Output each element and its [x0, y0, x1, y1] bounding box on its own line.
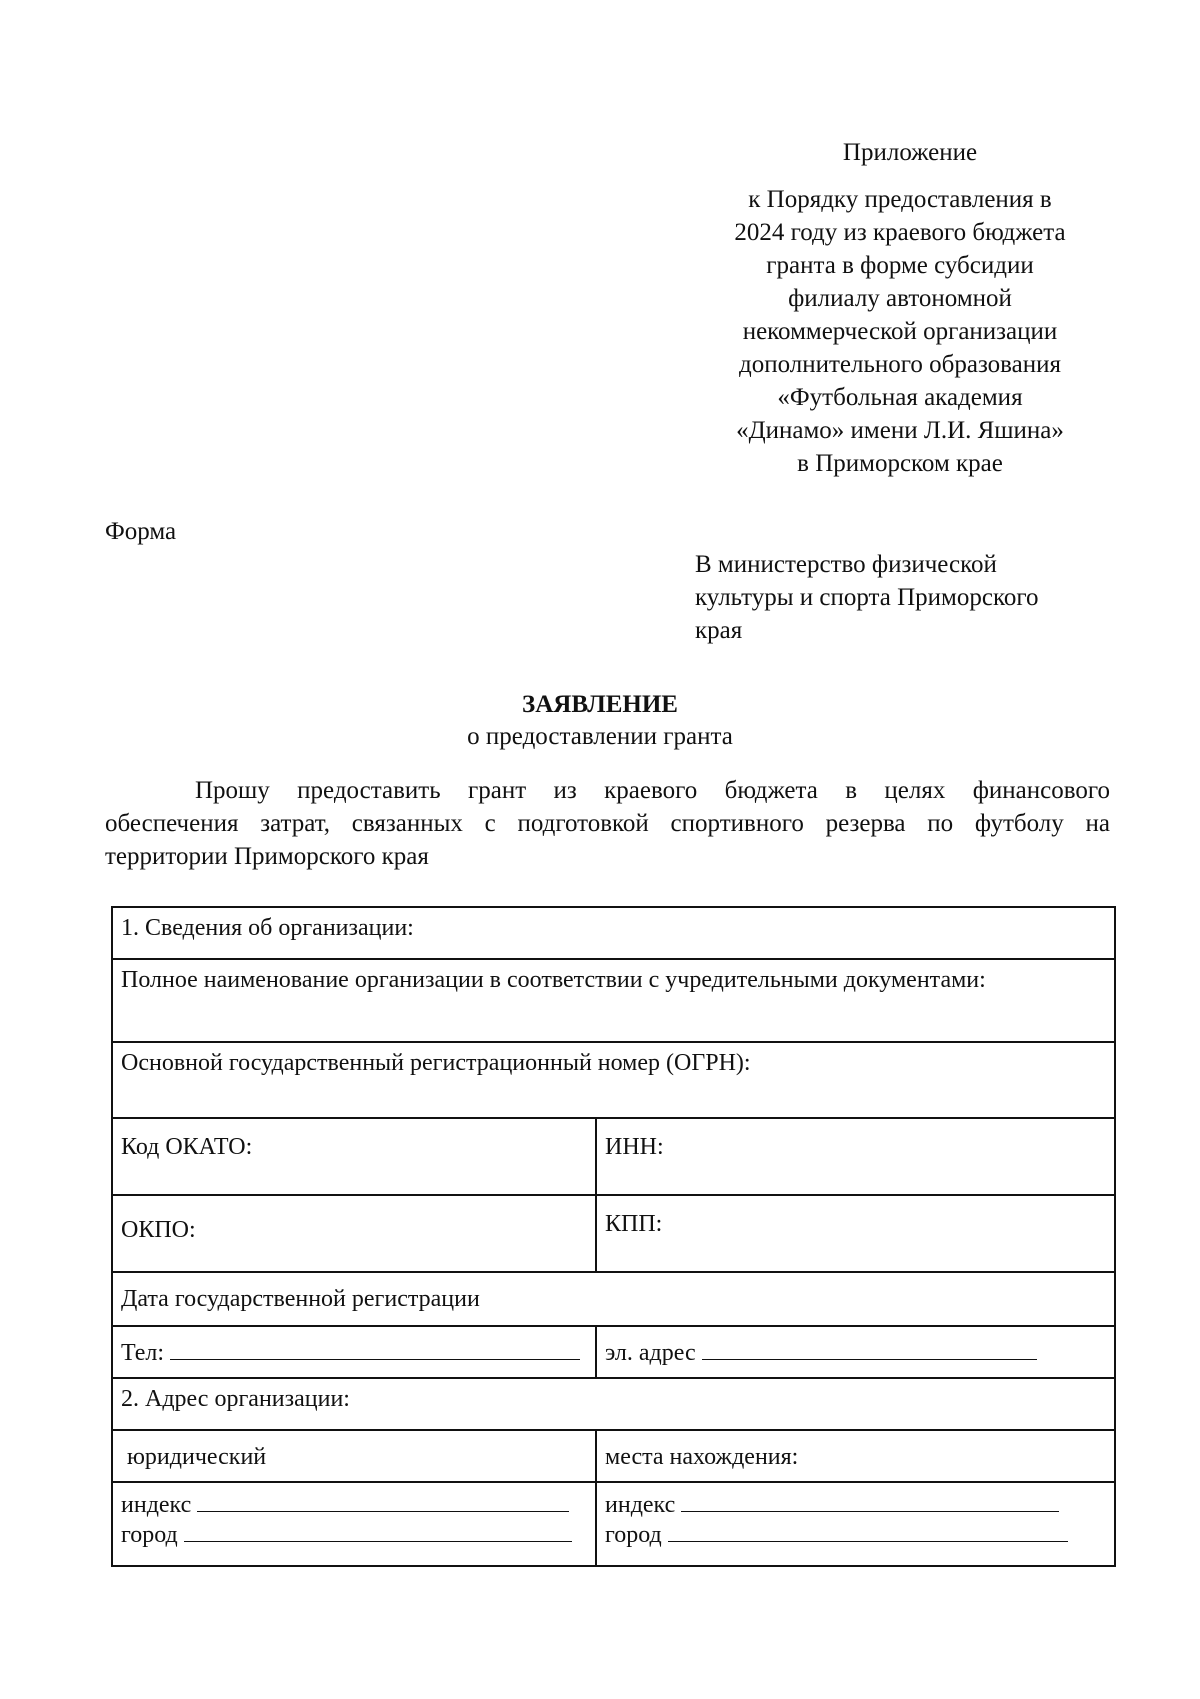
field-label: КПП: — [605, 1211, 663, 1237]
section-organization-info — [112, 907, 1115, 959]
inn-field[interactable] — [596, 1118, 1115, 1195]
appendix-title: Приложение — [842, 139, 978, 166]
appendix-line: гранта в форме субсидии — [766, 252, 1034, 279]
field-label: Тел: — [121, 1340, 165, 1366]
kpp-field[interactable] — [596, 1195, 1115, 1272]
field-label: город — [121, 1522, 178, 1548]
section-label: 1. Сведения об организации: — [121, 915, 414, 941]
field-label: юридический — [127, 1444, 267, 1470]
form-label: Форма — [105, 518, 177, 545]
field-label: Основной государственный регистрационный номер (ОГРН): — [121, 1050, 751, 1076]
ogrn-field[interactable] — [112, 1042, 1115, 1118]
field-label: индекс — [605, 1492, 676, 1518]
request-line: территории Приморского края — [105, 843, 429, 870]
location-index-underline[interactable] — [681, 1489, 1059, 1512]
addressee — [695, 548, 1038, 647]
addressee-line: культуры и спорта Приморского — [695, 584, 1039, 611]
legal-index-underline[interactable] — [197, 1489, 569, 1512]
appendix-reference — [700, 183, 1100, 480]
email-underline[interactable] — [702, 1337, 1037, 1360]
document-subtitle: о предоставлении гранта — [467, 723, 733, 750]
field-label: город — [605, 1522, 662, 1548]
appendix-line: к Порядку предоставления в — [748, 186, 1052, 213]
appendix-line: 2024 году из краевого бюджета — [734, 219, 1066, 246]
location-address-header — [596, 1430, 1115, 1482]
field-label: ИНН: — [605, 1134, 664, 1160]
email-field[interactable] — [596, 1326, 1115, 1378]
okato-field[interactable] — [112, 1118, 596, 1195]
registration-date-field[interactable] — [112, 1272, 1115, 1326]
field-label: Дата государственной регистрации — [121, 1286, 480, 1312]
appendix-line: дополнительного образования — [738, 351, 1062, 378]
addressee-line: края — [695, 617, 743, 644]
request-paragraph — [105, 774, 1110, 873]
appendix-line: «Динамо» имени Л.И. Яшина» — [736, 417, 1064, 444]
phone-underline[interactable] — [170, 1337, 580, 1360]
field-label: индекс — [121, 1492, 192, 1518]
section-address — [112, 1378, 1115, 1430]
legal-city-underline[interactable] — [184, 1519, 572, 1542]
field-label: места нахождения: — [605, 1444, 799, 1470]
field-label: ОКПО: — [121, 1217, 196, 1243]
section-label: 2. Адрес организации: — [121, 1386, 350, 1412]
legal-address-fields — [112, 1482, 596, 1566]
appendix-line: некоммерческой организации — [742, 318, 1058, 345]
location-city-underline[interactable] — [668, 1519, 1068, 1542]
field-label: Код ОКАТО: — [121, 1134, 253, 1160]
appendix-line: в Приморском крае — [797, 450, 1003, 477]
legal-address-header — [112, 1430, 596, 1482]
request-line: Прошу предоставить грант из краевого бюджета в целях финансового — [195, 777, 1110, 804]
field-label: Полное наименование организации в соответствии с учредительными документами: — [121, 967, 986, 993]
location-address-fields — [596, 1482, 1115, 1566]
appendix-line: филиалу автономной — [788, 285, 1012, 312]
field-label: эл. адрес — [605, 1340, 696, 1366]
addressee-line: В министерство физической — [695, 551, 997, 578]
full-name-field[interactable] — [112, 959, 1115, 1042]
request-line: обеспечения затрат, связанных с подготовкой спортивного резерва по футболу на — [105, 810, 1110, 837]
document-title: ЗАЯВЛЕНИЕ — [522, 691, 678, 718]
phone-field[interactable] — [112, 1326, 596, 1378]
okpo-field[interactable] — [112, 1195, 596, 1272]
application-form-table — [111, 906, 1116, 1567]
appendix-line: «Футбольная академия — [777, 384, 1023, 411]
